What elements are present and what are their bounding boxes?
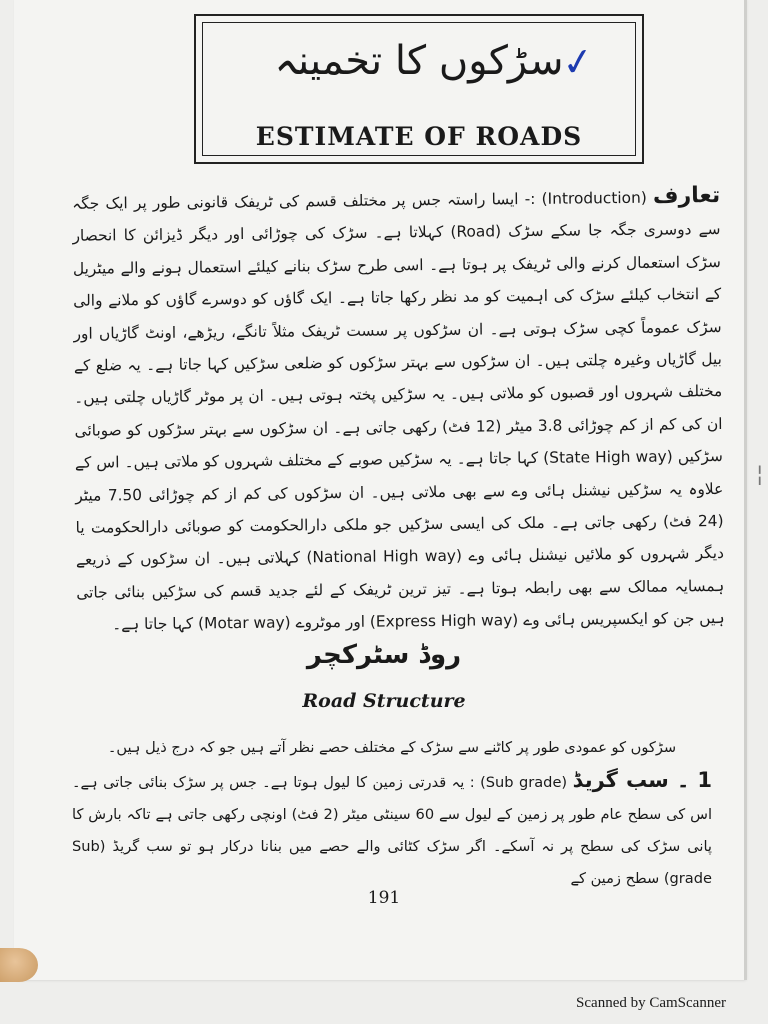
introduction-paragraph <box>72 180 725 641</box>
road-structure-paragraph <box>72 732 712 895</box>
subgrade-english: (Sub grade) <box>480 774 568 791</box>
title-box <box>194 14 644 164</box>
page-edge <box>744 0 747 980</box>
urdu-title: سڑکوں کا تخمینہ <box>274 38 564 84</box>
intro-label-urdu: تعارف <box>652 183 721 209</box>
page-number: 191 <box>367 888 401 908</box>
intro-separator: :- <box>518 189 536 209</box>
scanner-watermark: Scanned by CamScanner <box>576 995 726 1011</box>
road-structure-heading-urdu: روڈ سٹرکچر <box>306 640 462 670</box>
margin-mark: ¦ <box>756 462 764 487</box>
check-icon: ✓ <box>559 37 597 87</box>
english-title: ESTIMATE OF ROADS <box>255 122 583 151</box>
subgrade-label: 1 ۔ سب گریڈ <box>572 768 712 792</box>
thumb-finger <box>0 948 38 982</box>
structure-intro-line: سڑکوں کو عمودی طور پر کاٹنے سے سڑک کے مختلف حصے نظر آتے ہیں جو کہ درج ذیل ہیں۔ <box>107 739 677 756</box>
subgrade-text: : یہ قدرتی زمین کا لیول ہوتا ہے۔ جس پر سڑک بنائی جاتی ہے۔ اس کی سطح عام طور پر زمین کے لیول سے 60 سینٹی میٹر (2 فٹ) اونچی رکھی جاتی ہے تاکہ بارش کا پانی سڑک کی سطح پر نہ آسکے۔ اگر سڑک کٹائی والے حصے میں بنانا درکار ہو تو سب گریڈ (Sub grade) سطح زمین کے <box>72 774 712 887</box>
road-structure-heading-english: Road Structure <box>302 690 466 712</box>
intro-text: ایسا راستہ جس پر مختلف قسم کی ٹریفک قانونی طور پر ایک جگہ سے دوسری جگہ جا سکے سڑک (Road) کہلاتا ہے۔ سڑک کی چوڑائی اور دیگر ڈیزائن کا انحصار سڑک استعمال کرنے والی ٹریفک پر ہوتا ہے۔ اسی طرح سڑک بنانے کیلئے استعمال ہونے والے میٹریل کے انتخاب کیلئے سڑک کی اہمیت کو مد نظر رکھا جاتا ہے۔ ایک گاؤں کو دوسرے گاؤں کو ملانے والی سڑک عموماً کچی سڑک ہوتی ہے۔ ان سڑکوں پر سست ٹریفک مثلاً تانگے، ریڑھے، اونٹ گاڑیاں اور بیل گاڑیاں وغیرہ چلتی ہیں۔ ان سڑکوں سے بہتر سڑکوں کو ضلعی سڑکیں کہا جاتا ہے۔ یہ ضلع کے مختلف شہروں اور قصبوں کو ملاتی ہیں۔ یہ سڑکیں پختہ ہوتی ہیں۔ ان پر موٹر گاڑیاں چلتی ہیں۔ ان کی کم از کم چوڑائی 3.8 میٹر (12 فٹ) رکھی جاتی ہے۔ ان سڑکوں سے بہتر سڑکوں کو صوبائی سڑکیں (State High way) کہا جاتا ہے۔ یہ سڑکیں صوبے کے مختلف شہروں کو ملاتی ہیں۔ اس کے علاوہ یہ سڑکیں نیشنل ہائی وے سے بھی ملاتی ہیں۔ ان سڑکوں کی کم از کم چوڑائی 7.50 میٹر (24 فٹ) رکھی جاتی ہے۔ ملک کی ایسی سڑکیں جو ملکی دارالحکومت کو صوبائی دارالحکومت یا دیگر شہروں کو ملائیں نیشنل ہائی وے (National High way) کہلاتی ہیں۔ ان سڑکوں کے ذریعے ہمسایہ ممالک سے بھی رابطہ ہوتا ہے۔ تیز ترین ٹریفک کے لئے جدید قسم کی سڑکیں بنائی جاتی ہیں جن کو ایکسپریس ہائی وے (Express High way) اور موٹروے (Motar way) کہا جاتا ہے۔ <box>72 190 725 634</box>
intro-label-english: (Introduction) <box>541 188 647 208</box>
